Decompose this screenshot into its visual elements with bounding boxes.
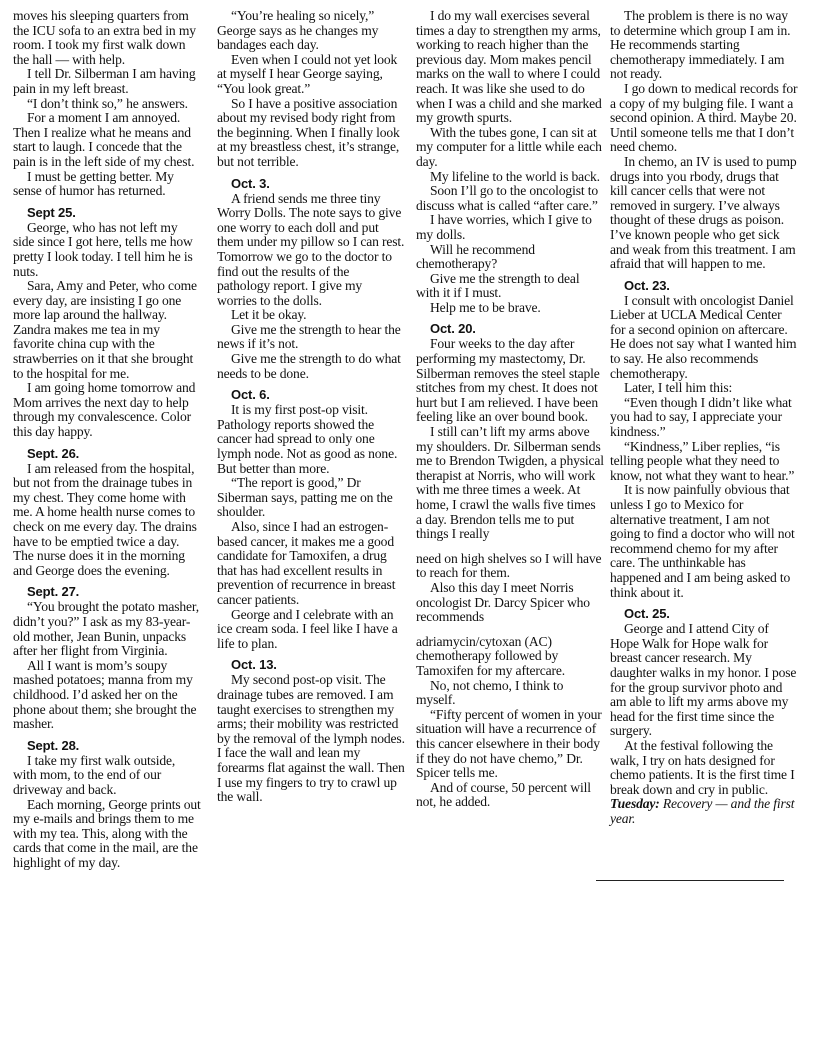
paragraph: In chemo, an IV is used to pump drugs into you rbody, drugs that kill cancer cells that were not removed in surgery. I’ve always thought of these drugs as poison. I’ve known people who get sick and weak from this treatment. I am afraid that will happen to me. — [610, 153, 797, 272]
column-1 — [13, 9, 201, 870]
paragraph: I take my first walk outside, with mom, to the end of our driveway and back. — [13, 752, 176, 797]
date-heading: Oct. 25. — [624, 606, 670, 622]
column-3 — [416, 9, 604, 810]
paragraph: I still can’t lift my arms above my shoulders. Dr. Silberman sends me to Brendon Twigden, a physical therapist at Norris, who will work with me three times a week. At home, I crawl the walls five times a day. Brendon tells me to put things I really — [416, 424, 604, 542]
paragraph: Also this day I meet Norris oncologist Dr. Darcy Spicer who recommends — [416, 579, 590, 625]
paragraph: I consult with oncologist Daniel Lieber at UCLA Medical Center for a second opinion on aftercare. He does not say what I wanted him to say. He also recommends chemotherapy. — [610, 292, 797, 381]
end-rule — [596, 880, 784, 881]
date-heading: Oct. 3. — [231, 175, 270, 191]
paragraph: “Fifty percent of women in your situation will have a recurrence of this cancer elsewhere in their body if they do not have chemo,” Dr. Spicer tells me. — [416, 706, 602, 781]
paragraph: And of course, 50 percent will not, he added. — [416, 779, 591, 810]
paragraph: I tell Dr. Silberman I am having pain in my left breast. — [13, 66, 196, 96]
paragraph: So I have a positive association about my revised body right from the beginning. When I finally look at my breastless chest, it’s strange, but not terrible. — [217, 95, 400, 169]
paragraph: For a moment I am annoyed. Then I realize what he means and start to laugh. I concede that the pain is in the left side of my chest. — [13, 110, 195, 169]
paragraph: Sara, Amy and Peter, who come every day, are insisting I go one more lap around the hallway. Zandra makes me tea in my favorite china cup with the strawberries on it that she brought to the hospital for me. — [13, 278, 197, 381]
paragraph: George and I celebrate with an ice cream soda. I feel like I have a life to plan. — [217, 606, 398, 651]
paragraph: “The report is good,” Dr Siberman says, patting me on the shoulder. — [217, 475, 393, 520]
paragraph: George, who has not left my side since I got here, tells me how pretty I look today. I tell him he is nuts. — [13, 219, 193, 279]
paragraph: “I don’t think so,” he answers. — [27, 95, 188, 111]
paragraph: Later, I tell him this: — [624, 380, 733, 396]
paragraph: My second post-op visit. The drainage tubes are removed. I am taught exercises to strengthen my arms; their mobility was restricted by the removal of the lymph nodes. I face the wall and lean my forearms flat against the wall. Then I use my fingers to try to crawl up the wall. — [217, 672, 405, 805]
paragraph: No, not chemo, I think to myself. — [416, 677, 564, 708]
paragraph: Will he recommend chemotherapy? — [416, 241, 535, 272]
paragraph: adriamycin/cytoxan (AC) chemotherapy followed by Tamoxifen for my aftercare. — [416, 633, 565, 678]
paragraph: Even when I could not yet look at myself I hear George saying, “You look great.” — [217, 51, 398, 96]
date-heading: Sept 25. — [27, 204, 76, 220]
date-heading: Sept. 26. — [27, 445, 80, 461]
paragraph: I do my wall exercises several times a day to strengthen my arms, working to reach higher than the previous day. Mom makes pencil marks on the wall to where I could reach. It was like she used to do when I was a child and she marked my growth spurts. — [416, 8, 602, 126]
paragraph: moves his sleeping quarters from the ICU sofa to an extra bed in my room. I took my first walk down the hall — with help. — [13, 8, 196, 67]
paragraph: The problem is there is no way to determine which group I am in. He recommends starting chemotherapy immediately. I am not ready. — [610, 8, 791, 82]
paragraph: I must be getting better. My sense of humor has returned. — [13, 168, 174, 199]
paragraph: “Even though I didn’t like what you had to say, I appreciate your kindness.” — [610, 394, 792, 440]
paragraph: Give me the strength to do what needs to be done. — [217, 351, 401, 381]
paragraph: Each morning, George prints out my e-mails and brings them to me with my tea. This, along with the cards that come in the mail, are the highlight of my day. — [13, 796, 201, 870]
paragraph: My lifeline to the world is back. — [430, 168, 600, 184]
paragraph: Help me to be brave. — [430, 299, 541, 315]
paragraph: “You’re healing so nicely,” George says as he changes my bandages each day. — [217, 8, 379, 53]
paragraph: I have worries, which I give to my dolls. — [416, 212, 592, 242]
paragraph: “Kindness,” Liber replies, “is telling people what they need to know, not what they want to hear.” — [610, 438, 795, 483]
date-heading: Sept. 28. — [27, 737, 80, 753]
paragraph: It is now painfully obvious that unless I go to Mexico for alternative treatment, I am not going to find a doctor who will not recommend chemo for my after care. The unthinkable has happened and I am being asked to think about it. — [610, 482, 795, 600]
date-heading: Oct. 13. — [231, 657, 277, 673]
paragraph: Give me the strength to deal with it if I must. — [416, 270, 580, 301]
paragraph: I go down to medical records for a copy of my bulging file. I want a second opinion. A third. Maybe 20. Until someone tells me that I don’t need chemo. — [610, 80, 798, 155]
teaser-day: Tuesday: — [610, 796, 660, 812]
date-heading: Oct. 6. — [231, 387, 270, 403]
paragraph: Give me the strength to hear the news if it’s not. — [217, 321, 401, 352]
next-installment-teaser — [610, 797, 798, 826]
paragraph: Also, since I had an estrogen-based cancer, it makes me a good candidate for Tamoxifen, a drug that has had excellent results in prevention of recurrence in breast cancer patients. — [217, 519, 396, 607]
column-4-body — [610, 9, 798, 797]
paragraph: Soon I’ll go to the oncologist to discuss what is called “after care.” — [416, 183, 598, 213]
date-heading: Sept. 27. — [27, 584, 80, 600]
paragraph: George and I attend City of Hope Walk for Hope walk for breast cancer research. My daughter walks in my honor. I pose for the group survivor photo and am able to lift my arms above my head for the first time since the surgery. — [610, 621, 797, 739]
paragraph: A friend sends me three tiny Worry Dolls. The note says to give one worry to each doll and put them under my pillow so I can rest. Tomorrow we go to the doctor to find out the results of the pathology report. I give my worries to the dolls. — [217, 190, 405, 308]
column-2 — [217, 9, 405, 805]
paragraph: Four weeks to the day after performing my mastectomy, Dr. Silberman removes the steel staple stitches from my chest. It does not hurt but I am relieved. I have been feeling like an over bound book. — [416, 336, 600, 425]
paragraph: Let it be okay. — [231, 307, 307, 323]
date-heading: Oct. 20. — [430, 321, 476, 337]
paragraph: It is my first post-op visit. Pathology reports showed the cancer had spread to only one lymph node. Not as good as none. But better than more. — [217, 402, 398, 476]
paragraph: need on high shelves so I will have to reach for them. — [416, 550, 602, 581]
paragraph: I am released from the hospital, but not from the drainage tubes in my chest. They come home with me. A home health nurse comes to check on me every day. The drains have to be emptied twice a day. The nurse does it in the morning and George does the evening. — [13, 460, 197, 578]
teaser-text: Recovery — and the first year. — [610, 796, 795, 826]
date-heading: Oct. 23. — [624, 277, 670, 293]
paragraph: I am going home tomorrow and Mom arrives the next day to help through my convalescence. Color this day happy. — [13, 380, 196, 440]
paragraph: All I want is mom’s soupy mashed potatoes; manna from my childhood. I’d asked her on the phone about them; she brought the masher. — [13, 657, 197, 732]
column-4 — [610, 9, 798, 826]
paragraph: At the festival following the walk, I try on hats designed for chemo patients. It is the first time I break down and cry in public. — [610, 737, 795, 797]
paragraph: “You brought the potato masher, didn’t you?” I ask as my 83-year-old mother, Jean Bunin, unpacks after her flight from Virginia. — [13, 599, 200, 659]
paragraph: With the tubes gone, I can sit at my computer for a little while each day. — [416, 124, 602, 169]
